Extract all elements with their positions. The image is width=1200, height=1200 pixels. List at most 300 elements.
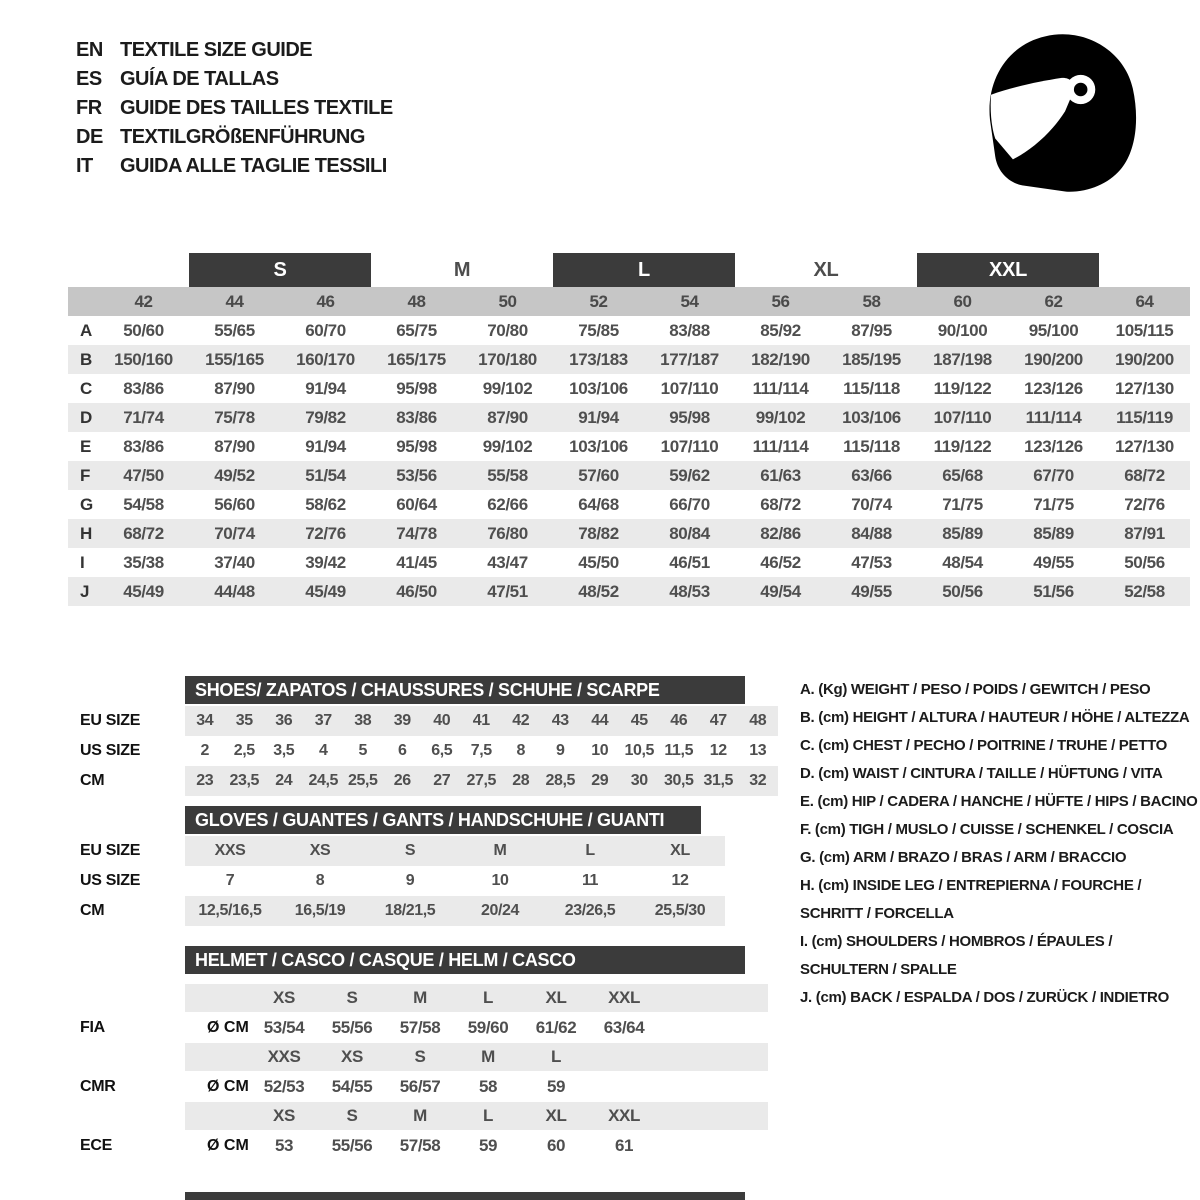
size-table-row	[68, 432, 1190, 461]
size-value: 105/115	[1115, 320, 1174, 340]
size-value: 48/52	[578, 581, 619, 601]
legend-item: H. (cm) INSIDE LEG / ENTREPIERNA / FOURCHE / SCHRITT / FORCELLA	[800, 877, 1142, 922]
size-value: 46/50	[396, 581, 437, 601]
size-value: 75/78	[214, 407, 255, 427]
size-group-bar-xxl: XXL	[917, 253, 1099, 287]
language-code: DE	[76, 126, 103, 148]
size-value: 99/102	[482, 436, 533, 456]
size-value: 85/89	[1033, 523, 1074, 543]
size-value: 85/92	[760, 320, 801, 340]
size-value: 48/54	[942, 552, 983, 572]
gloves-section-header: GLOVES / GUANTES / GANTS / HANDSCHUHE / GUANTI	[185, 806, 701, 834]
helmet-unit-label: Ø CM	[207, 1077, 249, 1095]
helmet-value: 60	[546, 1135, 566, 1155]
spacer	[658, 1102, 768, 1130]
size-value: 72/76	[305, 523, 346, 543]
helmet-table-body	[68, 984, 768, 1161]
helmet-size-table	[68, 946, 768, 1161]
size-table-row	[68, 403, 1190, 432]
helmet-value	[590, 1071, 658, 1102]
shoes-value: 4	[319, 742, 328, 759]
shoes-value: 29	[580, 766, 620, 796]
size-value: 46/52	[760, 552, 801, 572]
size-value: 48/53	[669, 581, 710, 601]
size-table-row	[68, 374, 1190, 403]
language-header	[76, 36, 393, 181]
size-value: 119/122	[933, 436, 992, 456]
row-letter: E	[80, 436, 92, 456]
spacer	[185, 1043, 250, 1071]
helmet-size-header: S	[318, 1102, 386, 1130]
legend-item: D. (cm) WAIST / CINTURA / TAILLE / HÜFTUNG / VITA	[800, 765, 1163, 782]
shoes-size-table	[68, 676, 778, 796]
language-row	[76, 152, 393, 181]
language-code: IT	[76, 155, 93, 177]
size-value: 62/66	[487, 494, 528, 514]
size-value: 71/74	[123, 407, 164, 427]
size-value: 84/88	[851, 523, 892, 543]
size-value: 41/45	[396, 552, 437, 572]
helmet-size-header: XS	[318, 1043, 386, 1071]
size-value: 99/102	[755, 407, 806, 427]
shoes-value: 27,5	[462, 766, 502, 796]
language-title: TEXTILGRÖßENFÜHRUNG	[120, 126, 365, 148]
shoes-row-label: EU SIZE	[80, 712, 141, 729]
size-value: 37/40	[214, 552, 255, 572]
shoes-table-body	[68, 706, 778, 796]
visor-pivot-center	[1074, 83, 1088, 97]
shoes-value: 35	[225, 706, 265, 736]
helmet-value: 57/58	[399, 1017, 441, 1037]
shoes-value: 6,5	[431, 742, 453, 759]
size-value: 123/126	[1024, 436, 1083, 456]
numeric-size-header: 56	[771, 291, 790, 311]
row-letter: G	[80, 494, 94, 514]
spacer	[658, 984, 768, 1012]
size-value: 45/50	[578, 552, 619, 572]
gloves-value: L	[545, 836, 635, 866]
shoes-value: 30,5	[659, 766, 699, 796]
helmet-size-header: M	[386, 984, 454, 1012]
size-value: 95/98	[396, 378, 437, 398]
size-value: 78/82	[578, 523, 619, 543]
size-group-bar-l: L	[553, 253, 735, 287]
size-value: 111/114	[1025, 407, 1082, 427]
shoes-value: 10	[591, 742, 609, 759]
shoes-value: 31,5	[699, 766, 739, 796]
size-value: 44/48	[214, 581, 255, 601]
size-value: 107/110	[660, 378, 719, 398]
shoes-value: 44	[580, 706, 620, 736]
size-value: 182/190	[751, 349, 810, 369]
numeric-size-header: 62	[1044, 291, 1063, 311]
size-value: 76/80	[487, 523, 528, 543]
shoes-value: 36	[264, 706, 304, 736]
row-letter: I	[80, 552, 85, 572]
size-table-row	[68, 577, 1190, 606]
size-value: 83/86	[123, 378, 164, 398]
size-group-label-xl: XL	[813, 258, 839, 281]
size-value: 58/62	[305, 494, 346, 514]
size-value: 49/52	[214, 465, 255, 485]
size-value: 60/64	[396, 494, 437, 514]
helmet-unit-label: Ø CM	[207, 1018, 249, 1036]
language-row	[76, 65, 393, 94]
size-value: 70/80	[487, 320, 528, 340]
legend-item: C. (cm) CHEST / PECHO / POITRINE / TRUHE / PETTO	[800, 737, 1168, 754]
size-value: 91/94	[305, 436, 346, 456]
shoes-row-label: CM	[80, 772, 105, 789]
gloves-value: 23/26,5	[545, 896, 635, 926]
size-value: 119/122	[933, 378, 992, 398]
helmet-values-row	[68, 1071, 768, 1102]
size-value: 64/68	[578, 494, 619, 514]
size-value: 74/78	[396, 523, 437, 543]
size-value: 66/70	[669, 494, 710, 514]
shoes-value: 7,5	[470, 742, 492, 759]
shoes-value: 8	[516, 742, 525, 759]
spacer	[185, 1102, 250, 1130]
size-value: 80/84	[669, 523, 710, 543]
shoes-value: 41	[462, 706, 502, 736]
numeric-size-header: 60	[953, 291, 972, 311]
size-value: 75/85	[578, 320, 619, 340]
gloves-value: 9	[405, 872, 415, 889]
language-row	[76, 123, 393, 152]
size-value: 67/70	[1033, 465, 1074, 485]
numeric-size-header: 50	[498, 291, 517, 311]
shoes-value: 25,5	[343, 766, 383, 796]
numeric-size-header: 42	[134, 291, 153, 311]
size-value: 63/66	[851, 465, 892, 485]
helmet-value: 53/54	[263, 1017, 305, 1037]
helmet-sizes-row	[68, 1102, 768, 1130]
legend-item: E. (cm) HIP / CADERA / HANCHE / HÜFTE / HIPS / BACINO	[800, 793, 1198, 810]
numeric-size-header: 52	[589, 291, 608, 311]
size-value: 115/118	[843, 436, 900, 456]
shoes-row	[68, 706, 778, 736]
size-value: 68/72	[760, 494, 801, 514]
helmet-value: 59	[478, 1135, 498, 1155]
size-value: 68/72	[123, 523, 164, 543]
helmet-size-header: XS	[250, 984, 318, 1012]
helmet-size-header: XXL	[590, 1102, 658, 1130]
row-letter: J	[80, 581, 90, 601]
shoes-value: 46	[659, 706, 699, 736]
gloves-value: 7	[225, 872, 235, 889]
helmet-value: 57/58	[399, 1135, 441, 1155]
helmet-value: 61/62	[535, 1017, 577, 1037]
size-value: 107/110	[933, 407, 992, 427]
shoes-value: 43	[541, 706, 581, 736]
gloves-row	[68, 866, 725, 896]
spacer	[68, 984, 185, 1012]
shoes-value: 32	[738, 766, 778, 796]
letter-size-band	[68, 253, 1190, 287]
helmet-size-header: XL	[522, 1102, 590, 1130]
helmet-value: 58	[478, 1076, 498, 1096]
shoes-value: 47	[699, 706, 739, 736]
size-value: 45/49	[305, 581, 346, 601]
shoes-value: 2	[200, 742, 209, 759]
helmet-sizes-row	[68, 984, 768, 1012]
numeric-size-header: 46	[316, 291, 335, 311]
size-value: 87/90	[214, 378, 255, 398]
language-code: EN	[76, 39, 103, 61]
size-value: 115/118	[843, 378, 900, 398]
size-value: 95/100	[1028, 320, 1079, 340]
size-value: 49/54	[760, 581, 801, 601]
size-value: 83/88	[669, 320, 710, 340]
size-value: 51/56	[1033, 581, 1074, 601]
helmet-size-header: L	[522, 1043, 590, 1071]
shoes-section-header: SHOES/ ZAPATOS / CHAUSSURES / SCHUHE / SCARPE	[185, 676, 745, 704]
size-value: 70/74	[214, 523, 255, 543]
legend-item: I. (cm) SHOULDERS / HOMBROS / ÉPAULES / SCHULTERN / SPALLE	[800, 933, 1113, 978]
helmet-size-header: S	[318, 984, 386, 1012]
size-table-row	[68, 490, 1190, 519]
helmet-sizes-row	[68, 1043, 768, 1071]
size-value: 170/180	[478, 349, 537, 369]
size-value: 127/130	[1115, 436, 1174, 456]
shoes-value: 12	[709, 742, 727, 759]
size-value: 46/51	[669, 552, 710, 572]
shoes-value: 6	[398, 742, 407, 759]
helmet-size-header: XS	[250, 1102, 318, 1130]
size-value: 115/119	[1116, 407, 1173, 427]
size-value: 43/47	[487, 552, 528, 572]
size-value: 50/60	[123, 320, 164, 340]
gloves-value: XS	[275, 836, 365, 866]
size-value: 59/62	[669, 465, 710, 485]
textile-size-table	[68, 253, 1190, 606]
numeric-size-band	[68, 287, 1190, 316]
size-value: 47/51	[487, 581, 528, 601]
numeric-size-header: 54	[680, 291, 699, 311]
numeric-size-header: 64	[1135, 291, 1154, 311]
helmet-size-header: XL	[522, 984, 590, 1012]
gloves-row-label: US SIZE	[80, 872, 141, 889]
size-value: 87/90	[487, 407, 528, 427]
size-value: 45/49	[123, 581, 164, 601]
size-value: 160/170	[296, 349, 355, 369]
language-title: TEXTILE SIZE GUIDE	[120, 39, 313, 61]
size-value: 72/76	[1124, 494, 1165, 514]
size-value: 87/90	[214, 436, 255, 456]
gloves-value: 18/21,5	[365, 896, 455, 926]
spacer	[68, 1102, 185, 1130]
helmet-size-header: L	[454, 984, 522, 1012]
cropped-section-bar	[185, 1192, 745, 1200]
row-letter: C	[80, 378, 93, 398]
spacer	[658, 1071, 768, 1102]
legend-item: F. (cm) TIGH / MUSLO / CUISSE / SCHENKEL / COSCIA	[800, 821, 1174, 838]
size-value: 83/86	[396, 407, 437, 427]
legend-item: G. (cm) ARM / BRAZO / BRAS / ARM / BRACCIO	[800, 849, 1127, 866]
size-value: 85/89	[942, 523, 983, 543]
size-value: 91/94	[305, 378, 346, 398]
size-value: 173/183	[569, 349, 628, 369]
helmet-size-header: M	[386, 1102, 454, 1130]
helmet-value: 59	[546, 1076, 566, 1096]
shoes-value: 24,5	[304, 766, 344, 796]
size-value: 47/50	[123, 465, 164, 485]
gloves-value: 11	[581, 872, 599, 889]
size-value: 82/86	[760, 523, 801, 543]
legend-item: A. (Kg) WEIGHT / PESO / POIDS / GEWITCH / PESO	[800, 681, 1151, 698]
shoes-value: 10,5	[624, 742, 655, 759]
size-value: 53/56	[396, 465, 437, 485]
gloves-value: S	[365, 836, 455, 866]
size-value: 61/63	[760, 465, 801, 485]
helmet-value: 59/60	[467, 1017, 509, 1037]
shoes-value: 9	[556, 742, 565, 759]
size-value: 71/75	[942, 494, 983, 514]
language-title: GUIDE DES TAILLES TEXTILE	[120, 97, 393, 119]
helmet-size-header: L	[454, 1102, 522, 1130]
size-value: 50/56	[942, 581, 983, 601]
size-table-row	[68, 519, 1190, 548]
size-value: 60/70	[305, 320, 346, 340]
helmet-size-header: S	[386, 1043, 454, 1071]
size-value: 185/195	[842, 349, 901, 369]
size-value: 39/42	[305, 552, 346, 572]
gloves-value: XXS	[185, 836, 275, 866]
gloves-row-label: EU SIZE	[80, 842, 141, 859]
size-value: 65/75	[396, 320, 437, 340]
language-title: GUIDA ALLE TAGLIE TESSILI	[120, 155, 387, 177]
row-letter: B	[80, 349, 93, 369]
shoes-value: 38	[343, 706, 383, 736]
gloves-value: 20/24	[455, 896, 545, 926]
helmet-size-header: XXS	[250, 1043, 318, 1071]
gloves-table-body	[68, 836, 725, 926]
size-value: 123/126	[1024, 378, 1083, 398]
shoes-value: 48	[738, 706, 778, 736]
row-letter: D	[80, 407, 93, 427]
size-value: 50/56	[1124, 552, 1165, 572]
size-value: 90/100	[937, 320, 988, 340]
size-value: 55/65	[214, 320, 255, 340]
helmet-values-row	[68, 1012, 768, 1043]
spacer	[68, 1043, 185, 1071]
helmet-section-header: HELMET / CASCO / CASQUE / HELM / CASCO	[185, 946, 745, 974]
shoes-value: 34	[185, 706, 225, 736]
size-value: 190/200	[1024, 349, 1083, 369]
shoes-value: 2,5	[233, 742, 255, 759]
size-value: 165/175	[387, 349, 446, 369]
shoes-value: 5	[358, 742, 367, 759]
helmet-values-row	[68, 1130, 768, 1161]
gloves-value: 12	[671, 872, 689, 889]
helmet-standard-label: ECE	[80, 1136, 112, 1154]
spacer	[658, 1043, 768, 1071]
helmet-size-header: M	[454, 1043, 522, 1071]
size-value: 55/58	[487, 465, 528, 485]
helmet-size-header: XXL	[590, 984, 658, 1012]
size-value: 47/53	[851, 552, 892, 572]
spacer	[658, 1012, 768, 1043]
size-value: 65/68	[942, 465, 983, 485]
language-row	[76, 94, 393, 123]
size-value: 177/187	[660, 349, 719, 369]
shoes-value: 24	[264, 766, 304, 796]
size-group-label-m: M	[453, 258, 471, 281]
size-value: 190/200	[1115, 349, 1174, 369]
shoes-value: 28	[501, 766, 541, 796]
size-value: 54/58	[123, 494, 164, 514]
language-code: ES	[76, 68, 102, 90]
size-value: 95/98	[396, 436, 437, 456]
size-table-row	[68, 316, 1190, 345]
gloves-value: 8	[315, 872, 325, 889]
spacer	[658, 1130, 768, 1161]
size-value: 57/60	[578, 465, 619, 485]
gloves-value: M	[455, 836, 545, 866]
shoes-value: 39	[383, 706, 423, 736]
size-value: 103/106	[569, 436, 628, 456]
size-value: 87/95	[851, 320, 892, 340]
size-value: 111/114	[752, 378, 809, 398]
row-letter: F	[80, 465, 91, 485]
helmet-unit-label: Ø CM	[207, 1136, 249, 1154]
shoes-value: 28,5	[541, 766, 581, 796]
shoes-value: 30	[620, 766, 660, 796]
helmet-standard-label: FIA	[80, 1018, 105, 1036]
shoes-row-label: US SIZE	[80, 742, 141, 759]
shoes-row	[68, 736, 778, 766]
shoes-value: 42	[501, 706, 541, 736]
size-table-row	[68, 461, 1190, 490]
helmet-value: 53	[274, 1135, 294, 1155]
size-group-bar-s: S	[189, 253, 371, 287]
gloves-value: 25,5/30	[635, 896, 725, 926]
helmet-value: 61	[614, 1135, 634, 1155]
gloves-value: 10	[491, 872, 509, 889]
legend-item: J. (cm) BACK / ESPALDA / DOS / ZURÜCK / INDIETRO	[800, 989, 1169, 1006]
size-value: 91/94	[578, 407, 619, 427]
size-table-row	[68, 548, 1190, 577]
helmet-value: 56/57	[399, 1076, 441, 1096]
gloves-value: 16,5/19	[275, 896, 365, 926]
helmet-value: 54/55	[331, 1076, 373, 1096]
size-value: 107/110	[660, 436, 719, 456]
numeric-size-header: 48	[407, 291, 426, 311]
helmet-value: 55/56	[331, 1135, 373, 1155]
shoes-value: 13	[749, 742, 767, 759]
size-value: 87/91	[1124, 523, 1165, 543]
spacer	[185, 984, 250, 1012]
shoes-value: 45	[620, 706, 660, 736]
size-value: 111/114	[752, 436, 809, 456]
shoes-value: 3,5	[273, 742, 295, 759]
size-value: 52/58	[1124, 581, 1165, 601]
shoes-value: 11,5	[664, 742, 694, 759]
size-value: 83/86	[123, 436, 164, 456]
language-title: GUÍA DE TALLAS	[120, 68, 279, 90]
size-value: 155/165	[205, 349, 264, 369]
helmet-value: 63/64	[603, 1017, 645, 1037]
size-table-body	[68, 316, 1190, 606]
helmet-value: 52/53	[263, 1076, 305, 1096]
size-value: 51/54	[305, 465, 346, 485]
gloves-row-label: CM	[80, 902, 105, 919]
size-value: 68/72	[1124, 465, 1165, 485]
numeric-band-corner	[68, 287, 98, 316]
size-value: 71/75	[1033, 494, 1074, 514]
size-value: 99/102	[482, 378, 533, 398]
size-value: 49/55	[1033, 552, 1074, 572]
